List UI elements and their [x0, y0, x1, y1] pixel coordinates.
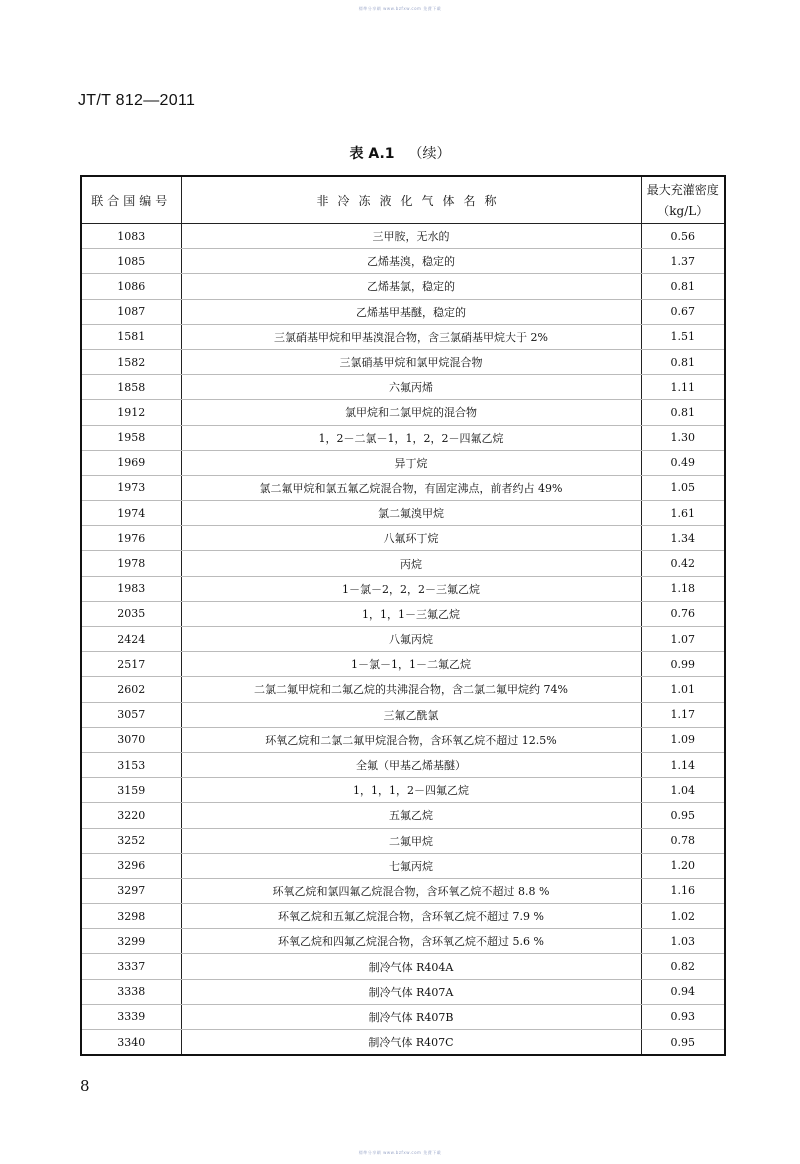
density-cell: 1.20 — [641, 853, 725, 878]
un-number-cell: 1976 — [81, 526, 181, 551]
un-number-cell: 3297 — [81, 878, 181, 903]
un-number-cell: 3153 — [81, 752, 181, 777]
table-row — [81, 778, 725, 803]
header-max-density — [641, 176, 725, 224]
table-row — [81, 349, 725, 374]
table-row — [81, 1004, 725, 1029]
density-cell: 0.95 — [641, 803, 725, 828]
un-number-cell: 2424 — [81, 627, 181, 652]
table-title-label: 表 A.1 — [349, 146, 395, 162]
table-title — [0, 143, 800, 163]
gas-name-cell: 三氯硝基甲烷和甲基溴混合物，含三氯硝基甲烷大于 2% — [181, 324, 641, 349]
density-cell: 1.34 — [641, 526, 725, 551]
gas-name-cell: 氯二氟甲烷和氯五氟乙烷混合物，有固定沸点，前者约占 49% — [181, 475, 641, 500]
table-header-row — [81, 176, 725, 224]
density-cell: 1.18 — [641, 576, 725, 601]
table-row — [81, 274, 725, 299]
gas-name-cell: 乙烯基溴，稳定的 — [181, 249, 641, 274]
density-cell: 1.51 — [641, 324, 725, 349]
table-row — [81, 702, 725, 727]
gas-name-cell: 1－氯－2，2，2－三氟乙烷 — [181, 576, 641, 601]
table-row — [81, 828, 725, 853]
density-cell: 0.81 — [641, 349, 725, 374]
un-number-cell: 1973 — [81, 475, 181, 500]
gas-name-cell: 三氟乙酰氯 — [181, 702, 641, 727]
un-number-cell: 1083 — [81, 224, 181, 249]
gas-name-cell: 三甲胺，无水的 — [181, 224, 641, 249]
gas-name-cell: 1，1，1－三氟乙烷 — [181, 601, 641, 626]
density-cell: 0.76 — [641, 601, 725, 626]
density-cell: 0.82 — [641, 954, 725, 979]
density-cell: 0.67 — [641, 299, 725, 324]
un-number-cell: 3340 — [81, 1030, 181, 1056]
gas-name-cell: 环氧乙烷和二氯二氟甲烷混合物，含环氧乙烷不超过 12.5% — [181, 727, 641, 752]
table-row — [81, 526, 725, 551]
table-row — [81, 929, 725, 954]
density-cell: 1.30 — [641, 425, 725, 450]
gas-name-cell: 八氟环丁烷 — [181, 526, 641, 551]
gas-name-cell: 1－氯－1，1－二氟乙烷 — [181, 652, 641, 677]
un-number-cell: 3296 — [81, 853, 181, 878]
gas-name-cell: 1，1，1，2－四氟乙烷 — [181, 778, 641, 803]
table-row — [81, 652, 725, 677]
density-cell: 1.01 — [641, 677, 725, 702]
density-cell: 0.99 — [641, 652, 725, 677]
table-row — [81, 501, 725, 526]
table-row — [81, 677, 725, 702]
un-number-cell: 3252 — [81, 828, 181, 853]
density-cell: 0.81 — [641, 274, 725, 299]
watermark-bottom: 標準分享網 www.bzfxw.com 免費下載 — [358, 1150, 442, 1155]
un-number-cell: 1958 — [81, 425, 181, 450]
density-cell: 1.17 — [641, 702, 725, 727]
density-cell: 0.95 — [641, 1030, 725, 1056]
un-number-cell: 3299 — [81, 929, 181, 954]
density-cell: 0.49 — [641, 450, 725, 475]
gas-name-cell: 异丁烷 — [181, 450, 641, 475]
un-number-cell: 3159 — [81, 778, 181, 803]
gas-name-cell: 丙烷 — [181, 551, 641, 576]
table-row — [81, 425, 725, 450]
table-row — [81, 904, 725, 929]
density-cell: 1.05 — [641, 475, 725, 500]
gas-name-cell: 五氟乙烷 — [181, 803, 641, 828]
gas-name-cell: 制冷气体 R404A — [181, 954, 641, 979]
gas-name-cell: 七氟丙烷 — [181, 853, 641, 878]
density-cell: 1.02 — [641, 904, 725, 929]
table-row — [81, 375, 725, 400]
gas-name-cell: 环氧乙烷和四氟乙烷混合物，含环氧乙烷不超过 5.6 % — [181, 929, 641, 954]
gas-name-cell: 二氯二氟甲烷和二氟乙烷的共沸混合物，含二氯二氟甲烷约 74% — [181, 677, 641, 702]
table-row — [81, 878, 725, 903]
un-number-cell: 1085 — [81, 249, 181, 274]
density-cell: 0.56 — [641, 224, 725, 249]
table-row — [81, 979, 725, 1004]
table-row — [81, 475, 725, 500]
gas-name-cell: 环氧乙烷和氯四氟乙烷混合物，含环氧乙烷不超过 8.8 % — [181, 878, 641, 903]
table-row — [81, 450, 725, 475]
gas-name-cell: 三氯硝基甲烷和氯甲烷混合物 — [181, 349, 641, 374]
header-un-number: 联合国编号 — [81, 176, 181, 224]
gas-name-cell: 六氟丙烯 — [181, 375, 641, 400]
table-row — [81, 576, 725, 601]
density-cell: 1.09 — [641, 727, 725, 752]
density-cell: 0.81 — [641, 400, 725, 425]
gas-name-cell: 乙烯基氯，稳定的 — [181, 274, 641, 299]
table-row — [81, 299, 725, 324]
header-max-density-unit: （kg/L） — [657, 204, 709, 218]
gas-name-cell: 制冷气体 R407A — [181, 979, 641, 1004]
density-cell: 0.94 — [641, 979, 725, 1004]
gas-name-cell: 氯二氟溴甲烷 — [181, 501, 641, 526]
un-number-cell: 1974 — [81, 501, 181, 526]
header-max-density-line1: 最大充灌密度 — [646, 183, 719, 197]
gas-name-cell: 制冷气体 R407C — [181, 1030, 641, 1056]
density-cell: 0.42 — [641, 551, 725, 576]
gas-name-cell: 乙烯基甲基醚，稳定的 — [181, 299, 641, 324]
density-cell: 1.04 — [641, 778, 725, 803]
un-number-cell: 1087 — [81, 299, 181, 324]
density-cell: 1.11 — [641, 375, 725, 400]
watermark-top: 標準分享網 www.bzfxw.com 免費下載 — [358, 6, 442, 11]
table-row — [81, 727, 725, 752]
page-number: 8 — [80, 1077, 90, 1095]
gas-name-cell: 1，2－二氯－1，1，2，2－四氟乙烷 — [181, 425, 641, 450]
un-number-cell: 3057 — [81, 702, 181, 727]
un-number-cell: 2517 — [81, 652, 181, 677]
un-number-cell: 1978 — [81, 551, 181, 576]
density-cell: 1.61 — [641, 501, 725, 526]
table-row — [81, 400, 725, 425]
gas-name-cell: 氯甲烷和二氯甲烷的混合物 — [181, 400, 641, 425]
gas-name-cell: 二氟甲烷 — [181, 828, 641, 853]
table-row — [81, 224, 725, 249]
un-number-cell: 3338 — [81, 979, 181, 1004]
table-row — [81, 551, 725, 576]
density-cell: 1.37 — [641, 249, 725, 274]
gas-name-cell: 制冷气体 R407B — [181, 1004, 641, 1029]
un-number-cell: 2602 — [81, 677, 181, 702]
density-cell: 1.07 — [641, 627, 725, 652]
table-body — [81, 224, 725, 1056]
un-number-cell: 1912 — [81, 400, 181, 425]
density-cell: 1.14 — [641, 752, 725, 777]
un-number-cell: 3339 — [81, 1004, 181, 1029]
gas-name-cell: 八氟丙烷 — [181, 627, 641, 652]
un-number-cell: 3298 — [81, 904, 181, 929]
un-number-cell: 1983 — [81, 576, 181, 601]
gas-name-cell: 环氧乙烷和五氟乙烷混合物，含环氧乙烷不超过 7.9 % — [181, 904, 641, 929]
un-number-cell: 1581 — [81, 324, 181, 349]
un-number-cell: 3337 — [81, 954, 181, 979]
un-number-cell: 1582 — [81, 349, 181, 374]
table-row — [81, 853, 725, 878]
table-row — [81, 324, 725, 349]
un-number-cell: 1969 — [81, 450, 181, 475]
table-row — [81, 627, 725, 652]
un-number-cell: 1858 — [81, 375, 181, 400]
document-code: JT/T 812—2011 — [78, 92, 196, 109]
gas-name-cell: 全氟（甲基乙烯基醚） — [181, 752, 641, 777]
table-row — [81, 954, 725, 979]
un-number-cell: 3220 — [81, 803, 181, 828]
density-cell: 1.16 — [641, 878, 725, 903]
un-number-cell: 1086 — [81, 274, 181, 299]
table-row — [81, 249, 725, 274]
table-row — [81, 601, 725, 626]
density-cell: 0.93 — [641, 1004, 725, 1029]
table-row — [81, 752, 725, 777]
table-row — [81, 1030, 725, 1056]
density-cell: 1.03 — [641, 929, 725, 954]
un-number-cell: 3070 — [81, 727, 181, 752]
density-cell: 0.78 — [641, 828, 725, 853]
gas-density-table — [80, 175, 726, 1056]
un-number-cell: 2035 — [81, 601, 181, 626]
table-row — [81, 803, 725, 828]
table-title-continued: （续） — [408, 146, 451, 162]
header-gas-name: 非冷冻液化气体名称 — [181, 176, 641, 224]
